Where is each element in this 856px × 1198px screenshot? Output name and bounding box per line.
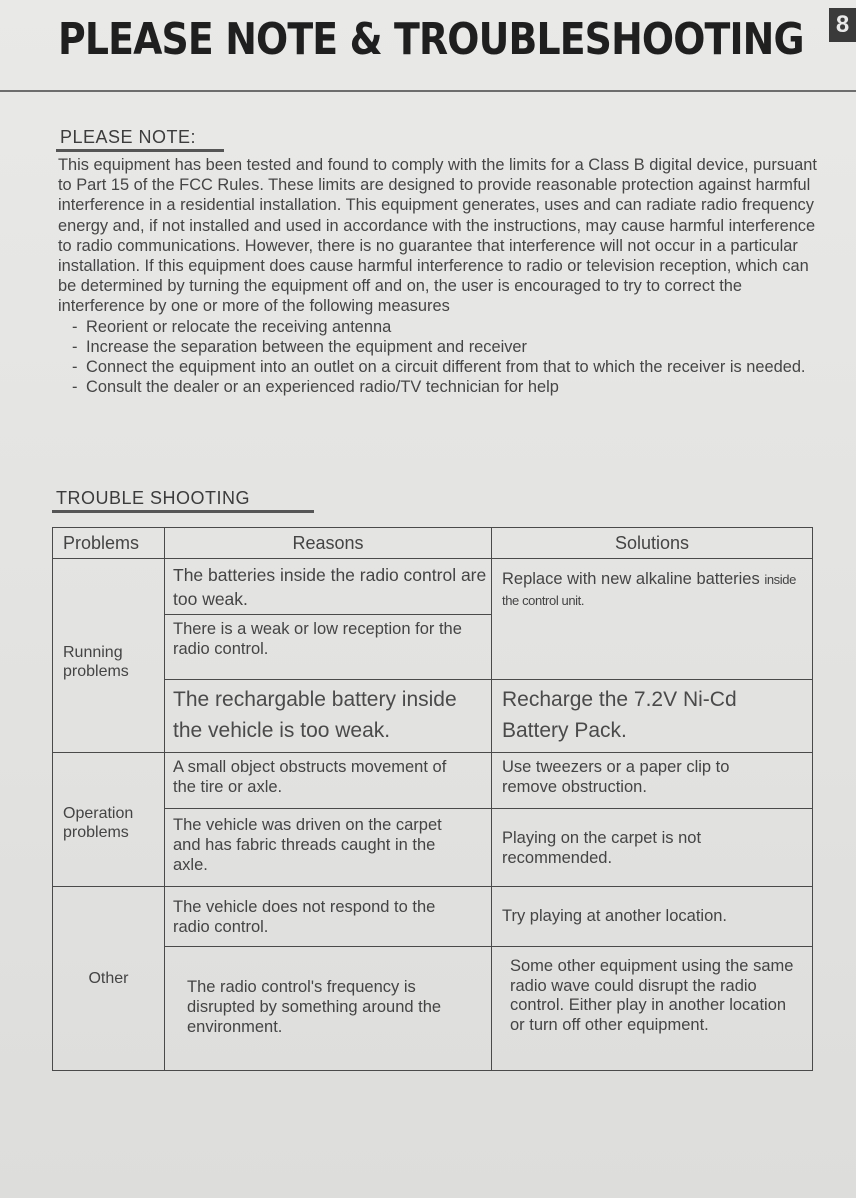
- list-item: - Consult the dealer or an experienced radio/TV technician for help: [72, 378, 559, 397]
- reason-cell: [165, 680, 492, 753]
- reason-cell: [165, 809, 492, 887]
- problem-label: Running problems: [63, 644, 129, 680]
- please-note-body: [58, 155, 823, 397]
- troubleshooting-heading: [56, 488, 250, 509]
- reason-text: The vehicle does not respond to the radio control.: [173, 898, 436, 936]
- solution-text-small: inside the control unit.: [502, 572, 796, 608]
- table-header-row: [53, 528, 813, 559]
- reason-cell: [165, 615, 492, 680]
- heading-underline: [52, 510, 314, 513]
- reason-text: There is a weak or low reception for the radio control.: [173, 620, 462, 658]
- table-row: [53, 680, 813, 753]
- reason-cell: [165, 887, 492, 947]
- reason-text: The radio control's frequency is disrupted by something around the environment.: [187, 978, 442, 1036]
- reason-cell: [165, 753, 492, 809]
- reason-text: The batteries inside the radio control are too weak.: [173, 565, 487, 609]
- solution-text: Use tweezers or a paper clip to remove obstruction.: [502, 758, 730, 796]
- measures-list: [58, 317, 823, 398]
- solution-text: Try playing at another location.: [502, 907, 728, 925]
- table-row: [53, 753, 813, 809]
- list-item: - Increase the separation between the equipment and receiver: [72, 337, 528, 356]
- header-divider: [0, 90, 856, 92]
- problem-running: [53, 559, 165, 753]
- column-header-problems: Problems: [53, 528, 165, 559]
- solution-text: Playing on the carpet is not recommended.: [502, 828, 702, 867]
- problem-label: Operation problems: [63, 804, 134, 841]
- page-number: 8: [829, 8, 856, 42]
- measure-text: Reorient or relocate the receiving antenna: [86, 317, 392, 336]
- reason-cell: [165, 947, 492, 1071]
- reason-cell: [165, 559, 492, 615]
- solution-cell: [492, 559, 813, 680]
- solution-text-main: Replace with new alkaline batteries: [502, 570, 760, 588]
- measure-text: Connect the equipment into an outlet on a circuit different from that to which the receiver is needed.: [86, 358, 806, 377]
- column-header-reasons: Reasons: [165, 528, 492, 559]
- list-item: - Reorient or relocate the receiving antenna: [72, 317, 392, 336]
- problem-other: [53, 887, 165, 1071]
- reason-text: A small object obstructs movement of the tire or axle.: [173, 758, 447, 796]
- troubleshooting-heading-text: TROUBLE SHOOTING: [56, 488, 251, 508]
- solution-text: Recharge the 7.2V Ni-Cd Battery Pack.: [502, 688, 737, 742]
- heading-underline: [56, 149, 224, 152]
- solution-text: [502, 559, 812, 611]
- fcc-paragraph: This equipment has been tested and found to comply with the limits for a Class B digital device, pursuant to Part 15 of the FCC Rules. These limits are designed to provide reasonable protection against harmful interference in a residential installation. This equipment generates, uses and can radiate radio frequency energy and, if not installed and used in accordance with the instructions, may cause harmful interference to radio communications. However, there is no guarantee that interference will not occur in a particular installation. If this equipment does cause harmful interference to radio or television reception, which can be determined by turning the equipment off and on, the user is encouraged to try to correct the interference by one or more of the following measures: [58, 156, 817, 316]
- solution-cell: [492, 809, 813, 887]
- column-header-solutions: Solutions: [492, 528, 813, 559]
- solution-cell: [492, 887, 813, 947]
- solution-cell: [492, 947, 813, 1071]
- troubleshooting-table: [52, 527, 813, 1071]
- solution-cell: [492, 680, 813, 753]
- problem-operation: [53, 753, 165, 887]
- please-note-heading: [60, 127, 196, 148]
- solution-text: Some other equipment using the same radio wave could disrupt the radio control. Either play in another location or turn off other equipment.: [510, 957, 794, 1034]
- problem-label: Other: [88, 970, 129, 987]
- list-item: - Connect the equipment into an outlet on a circuit different from that to which the receiver is needed.: [72, 358, 806, 377]
- solution-cell: [492, 753, 813, 809]
- table-row: [53, 809, 813, 887]
- table-row: [53, 887, 813, 947]
- please-note-heading-text: PLEASE NOTE:: [60, 127, 197, 147]
- table-row: [53, 559, 813, 615]
- page-title: PLEASE NOTE & TROUBLESHOOTING: [58, 14, 804, 65]
- reason-text: The rechargable battery inside the vehicle is too weak.: [173, 688, 457, 742]
- measure-text: Increase the separation between the equipment and receiver: [86, 337, 528, 356]
- table-row: [53, 947, 813, 1071]
- reason-text: The vehicle was driven on the carpet and has fabric threads caught in the axle.: [173, 816, 442, 874]
- measure-text: Consult the dealer or an experienced radio/TV technician for help: [86, 378, 559, 397]
